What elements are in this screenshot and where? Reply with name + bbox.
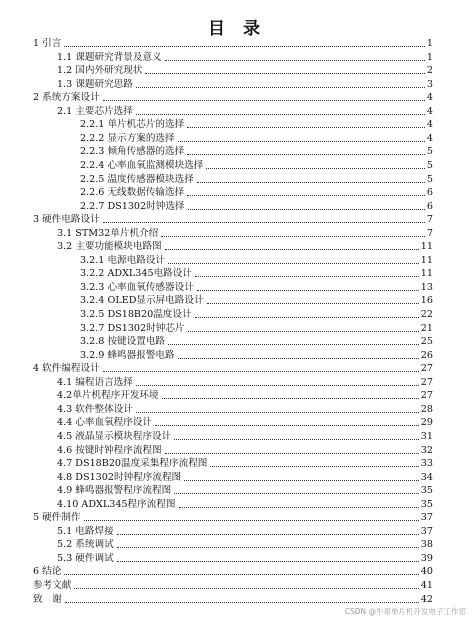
toc-entry[interactable] bbox=[80, 348, 433, 362]
dot-leader bbox=[178, 141, 425, 142]
toc-entry[interactable] bbox=[33, 592, 433, 606]
toc-entry[interactable] bbox=[33, 212, 433, 226]
dot-leader bbox=[117, 547, 419, 548]
dot-leader bbox=[103, 222, 425, 223]
toc-entry[interactable] bbox=[33, 578, 433, 592]
toc-entry-title: 5.1 电路焊接 bbox=[57, 525, 114, 537]
toc-entry-page: 27 bbox=[420, 390, 433, 402]
toc-entry[interactable] bbox=[57, 77, 433, 91]
toc-entry-page: 4 bbox=[426, 132, 433, 144]
toc-entry-title: 4 软件编程设计 bbox=[33, 363, 100, 375]
toc-entry-title: 2.2.4 心率血氧监测模块选择 bbox=[80, 159, 204, 171]
toc-entry-page: 35 bbox=[420, 485, 433, 497]
dot-leader bbox=[155, 425, 419, 426]
dot-leader bbox=[197, 182, 425, 183]
toc-entry-title: 2.2.3 倾角传感器的选择 bbox=[80, 146, 185, 158]
dot-leader bbox=[197, 290, 419, 291]
toc-entry[interactable] bbox=[80, 158, 433, 172]
toc-entry[interactable] bbox=[57, 524, 433, 538]
toc-entry-title: 3.2.1 电源电路设计 bbox=[80, 254, 166, 266]
dot-leader bbox=[187, 195, 425, 196]
toc-entry-page: 25 bbox=[420, 336, 433, 348]
toc-entry-page: 29 bbox=[420, 417, 433, 429]
toc-entry-title: 3.2.9 蜂鸣器报警电路 bbox=[80, 349, 175, 361]
dot-leader bbox=[195, 276, 419, 277]
toc-entry[interactable] bbox=[57, 551, 433, 565]
toc-entry-page: 35 bbox=[420, 498, 433, 510]
toc-entry[interactable] bbox=[57, 483, 433, 497]
toc-entry-page: 32 bbox=[420, 444, 433, 456]
dot-leader bbox=[178, 358, 419, 359]
toc-entry-title: 4.9 蜂鸣器报警程序流程图 bbox=[57, 485, 172, 497]
toc-entry-title: 2.2.2 显示方案的选择 bbox=[80, 132, 175, 144]
toc-entry-title: 5 硬件制作 bbox=[33, 512, 81, 524]
toc-entry-page: 16 bbox=[420, 295, 433, 307]
toc-entry-page: 40 bbox=[420, 566, 433, 578]
toc-entry-page: 13 bbox=[420, 281, 433, 293]
dot-leader bbox=[64, 46, 425, 47]
dot-leader bbox=[187, 154, 425, 155]
toc-entry[interactable] bbox=[80, 280, 433, 294]
toc-entry-title: 2.2.5 温度传感器模块选择 bbox=[80, 173, 194, 185]
toc-entry-page: 37 bbox=[420, 512, 433, 524]
toc-entry-page: 7 bbox=[426, 227, 433, 239]
dot-leader bbox=[168, 344, 419, 345]
toc-entry-page: 33 bbox=[420, 458, 433, 470]
dot-leader bbox=[165, 60, 425, 61]
toc-entry-page: 1 bbox=[426, 38, 433, 49]
dot-leader bbox=[136, 385, 419, 386]
toc-entry-page: 26 bbox=[420, 349, 433, 361]
toc-entry-title: 5.2 系统调试 bbox=[57, 539, 114, 551]
dot-leader bbox=[184, 480, 419, 481]
dot-leader bbox=[174, 439, 419, 440]
toc-entry[interactable] bbox=[57, 537, 433, 551]
toc-entry[interactable] bbox=[80, 253, 433, 267]
toc-entry-page: 37 bbox=[420, 525, 433, 537]
dot-leader bbox=[174, 493, 419, 494]
toc-entry-page: 6 bbox=[426, 200, 433, 212]
toc-entry-title: 3.2.5 DS18B20温度设计 bbox=[80, 309, 192, 320]
dot-leader bbox=[207, 303, 419, 304]
page-title: 目 录 bbox=[208, 19, 266, 39]
dot-leader bbox=[145, 73, 424, 74]
toc-entry[interactable] bbox=[57, 456, 433, 470]
toc-entry-title: 4.4 心率血氧程序设计 bbox=[57, 417, 153, 429]
toc-entry-page: 5 bbox=[426, 173, 433, 185]
toc-entry-title: 2.2.7 DS1302时钟选择 bbox=[80, 200, 185, 212]
dot-leader bbox=[64, 574, 418, 575]
toc-entry-page: 28 bbox=[420, 403, 433, 415]
toc-entry-title: 2.2.6 无线数据传输选择 bbox=[80, 187, 185, 199]
dot-leader bbox=[136, 87, 425, 88]
toc-entry-page: 5 bbox=[426, 146, 433, 158]
watermark: CSDN @牛哥单片机开发电子工作室 bbox=[344, 607, 466, 616]
dot-leader bbox=[103, 100, 425, 101]
toc-entry-title: 6 结论 bbox=[33, 566, 62, 578]
toc-entry[interactable] bbox=[33, 510, 433, 524]
toc-entry[interactable] bbox=[33, 90, 433, 104]
toc-entry-page: 4 bbox=[426, 105, 433, 117]
toc-entry-title: 3.2.4 OLED显示屏电路设计 bbox=[80, 295, 204, 307]
toc-entry-page: 11 bbox=[420, 254, 433, 266]
toc-entry-title: 3 硬件电路设计 bbox=[33, 214, 100, 226]
toc-entry[interactable] bbox=[57, 226, 433, 240]
dot-leader bbox=[103, 371, 419, 372]
toc-entry[interactable] bbox=[80, 144, 433, 158]
toc-entry[interactable] bbox=[57, 388, 433, 402]
dot-leader bbox=[206, 168, 424, 169]
toc-entry-title: 3.2.2 ADXL345电路设计 bbox=[80, 268, 192, 280]
toc-entry[interactable] bbox=[33, 564, 433, 578]
toc-entry-title: 4.5 液晶显示模块程序设计 bbox=[57, 430, 172, 442]
toc-entry[interactable] bbox=[57, 429, 433, 443]
toc-entry-page: 7 bbox=[426, 214, 433, 226]
dot-leader bbox=[210, 466, 418, 467]
toc-entry-title: 1.1 课题研究背景及意义 bbox=[57, 51, 162, 63]
toc-entry-title: 3.2.7 DS1302时钟芯片 bbox=[80, 322, 185, 334]
toc-entry[interactable] bbox=[80, 293, 433, 307]
toc-entry-page: 21 bbox=[420, 322, 433, 334]
toc-entry-title: 4.2单片机程序开发环境 bbox=[57, 390, 159, 402]
toc-entry-page: 4 bbox=[426, 119, 433, 131]
dot-leader bbox=[179, 507, 419, 508]
toc-entry[interactable] bbox=[57, 63, 433, 77]
toc-entry-title: 4.6 按键时钟程序流程图 bbox=[57, 444, 162, 456]
toc-entry-title: 4.7 DS18B20温度采集程序流程图 bbox=[57, 458, 208, 470]
toc-entry[interactable] bbox=[57, 239, 433, 253]
toc-entry-page: 38 bbox=[420, 539, 433, 551]
toc-entry[interactable] bbox=[80, 172, 433, 186]
dot-leader bbox=[117, 534, 419, 535]
toc-entry-page: 4 bbox=[426, 92, 433, 104]
toc-entry[interactable] bbox=[80, 307, 433, 321]
toc-entry-page: 31 bbox=[420, 430, 433, 442]
toc-entry-title: 3.2 主要功能模块电路图 bbox=[57, 241, 162, 253]
toc-entry-title: 参考文献 bbox=[33, 580, 72, 591]
toc-entry-page: 22 bbox=[420, 309, 433, 320]
toc-entry[interactable] bbox=[33, 361, 433, 375]
toc-entry-title: 1.2 国内外研究现状 bbox=[57, 65, 143, 77]
toc-entry-title: 5.3 硬件调试 bbox=[57, 552, 114, 564]
toc-entry-page: 11 bbox=[420, 268, 433, 280]
toc-entry-title: 3.2.3 心率血氧传感器设计 bbox=[80, 281, 194, 293]
toc-entry[interactable] bbox=[57, 443, 433, 457]
toc-entry-title: 2.2.1 单片机芯片的选择 bbox=[80, 119, 185, 131]
toc-entry[interactable] bbox=[57, 470, 433, 484]
toc-entry-page: 6 bbox=[426, 187, 433, 199]
dot-leader bbox=[84, 520, 419, 521]
toc-entry-title: 3.1 STM32单片机介绍 bbox=[57, 227, 159, 239]
toc-entry[interactable] bbox=[33, 36, 433, 50]
dot-leader bbox=[188, 209, 425, 210]
toc-entry[interactable] bbox=[80, 185, 433, 199]
toc-entry-page: 3 bbox=[426, 78, 433, 90]
dot-leader bbox=[168, 263, 419, 264]
toc-entry-title: 致 谢 bbox=[33, 593, 62, 605]
toc-entry-page: 42 bbox=[420, 593, 433, 605]
toc-entry[interactable] bbox=[57, 50, 433, 64]
dot-leader bbox=[136, 114, 425, 115]
dot-leader bbox=[188, 331, 419, 332]
toc-entry-page: 27 bbox=[420, 363, 433, 375]
toc-entry[interactable] bbox=[80, 131, 433, 145]
toc-entry-page: 5 bbox=[426, 159, 433, 171]
toc-entry-title: 1.3 课题研究思路 bbox=[57, 78, 133, 90]
toc-entry[interactable] bbox=[80, 199, 433, 213]
toc-entry-title: 4.8 DS1302时钟程序流程图 bbox=[57, 471, 182, 483]
toc-entry-title: 4.10 ADXL345程序流程图 bbox=[57, 498, 176, 510]
dot-leader bbox=[161, 236, 425, 237]
toc-entry-page: 11 bbox=[420, 241, 433, 253]
toc-entry-page: 41 bbox=[420, 580, 433, 591]
toc-entry[interactable] bbox=[57, 375, 433, 389]
toc-entry[interactable] bbox=[80, 117, 433, 131]
toc-entry-title: 4.3 软件整体设计 bbox=[57, 403, 133, 415]
toc-entry[interactable] bbox=[80, 266, 433, 280]
toc-entry[interactable] bbox=[57, 415, 433, 429]
dot-leader bbox=[117, 561, 419, 562]
toc-entry[interactable] bbox=[57, 497, 433, 511]
toc-entry[interactable] bbox=[80, 321, 433, 335]
toc-entry-title: 2.1 主要芯片选择 bbox=[57, 105, 133, 117]
dot-leader bbox=[165, 249, 419, 250]
toc-entry[interactable] bbox=[57, 402, 433, 416]
dot-leader bbox=[165, 453, 419, 454]
dot-leader bbox=[187, 127, 425, 128]
toc-entry-page: 27 bbox=[420, 376, 433, 388]
dot-leader bbox=[162, 398, 419, 399]
toc-entry-page: 34 bbox=[420, 471, 433, 483]
toc-entry[interactable] bbox=[57, 104, 433, 118]
toc-entry-title: 1 引言 bbox=[33, 38, 62, 49]
toc-entry-page: 1 bbox=[426, 51, 433, 63]
toc-entry-title: 2 系统方案设计 bbox=[33, 92, 100, 104]
dot-leader bbox=[74, 588, 418, 589]
dot-leader bbox=[195, 317, 419, 318]
toc-entry-page: 39 bbox=[420, 552, 433, 564]
toc-entry-title: 4.1 编程语言选择 bbox=[57, 376, 133, 388]
dot-leader bbox=[65, 602, 419, 603]
dot-leader bbox=[136, 412, 419, 413]
toc-entry-page: 2 bbox=[426, 65, 433, 77]
toc-entry-title: 3.2.8 按键设置电路 bbox=[80, 336, 166, 348]
toc-entry[interactable] bbox=[80, 334, 433, 348]
